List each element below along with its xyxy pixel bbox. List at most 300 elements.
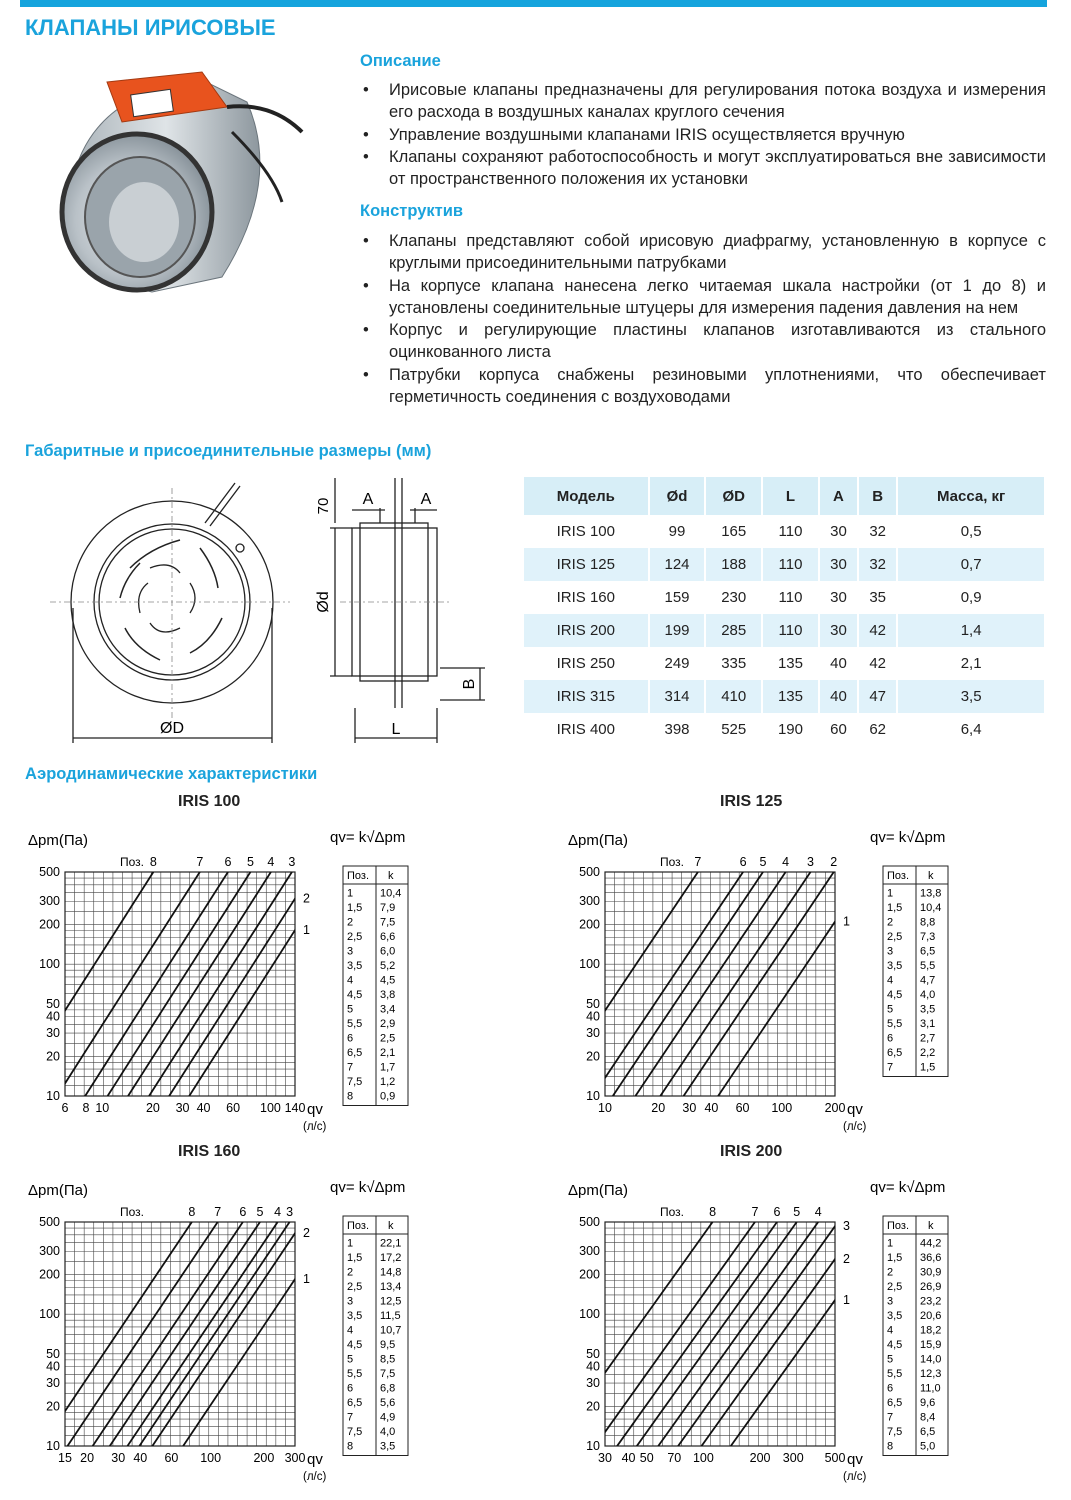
y-tick-label: 10: [46, 1439, 60, 1453]
x-tick-label: 70: [667, 1451, 682, 1465]
series-label: 3: [288, 855, 296, 869]
x-tick-label: 100: [200, 1451, 222, 1465]
k-table-k: 4,5: [380, 974, 396, 987]
k-table-k: 15,9: [920, 1339, 942, 1351]
k-table-k: 23,2: [920, 1295, 942, 1308]
k-table-pos: 3,5: [347, 960, 363, 972]
x-tick-label: 30: [111, 1451, 126, 1465]
y-tick-label: 10: [46, 1089, 60, 1103]
k-table-k: 14,0: [920, 1353, 942, 1366]
series-label: 1: [303, 1272, 310, 1287]
k-table-header: k: [928, 1220, 934, 1232]
table-cell: 314: [649, 680, 706, 713]
k-table-pos: 1: [887, 1237, 894, 1250]
k-table-k: 6,8: [380, 1382, 396, 1395]
x-tick-label: 10: [598, 1101, 612, 1115]
k-table-pos: 4,5: [887, 1339, 903, 1351]
table-cell: 3,5: [897, 680, 1045, 713]
table-row: [524, 515, 1045, 548]
flow-formula: qv= k√Δpm: [870, 1179, 946, 1196]
k-table-k: 5,6: [380, 1397, 396, 1409]
k-table-pos: 5,5: [347, 1018, 363, 1030]
x-axis-label: qv: [307, 1101, 323, 1118]
series-label: 7: [196, 855, 204, 869]
series-label: 2: [303, 1226, 310, 1241]
k-table-pos: 1: [887, 887, 894, 900]
x-axis-label: qv: [307, 1451, 323, 1468]
construction-heading: Конструктив: [360, 202, 464, 220]
chart-grid: [605, 1222, 835, 1446]
x-axis-unit: (л/с): [843, 1471, 867, 1483]
label-A-right: A: [420, 491, 432, 508]
k-table-k: 4,0: [920, 989, 936, 1001]
col-header: Модель: [524, 477, 649, 515]
aero-chart: [20, 820, 540, 1150]
table-cell: 135: [762, 647, 819, 680]
k-table-header: Поз.: [887, 870, 909, 882]
x-tick-label: 100: [260, 1101, 281, 1115]
label-L: L: [391, 721, 401, 738]
table-cell: 165: [705, 515, 762, 548]
k-table-k: 2,7: [920, 1032, 936, 1045]
aero-heading: Аэродинамические характеристики: [25, 765, 318, 783]
k-table-k: 22,1: [380, 1237, 402, 1250]
series-label: 5: [793, 1205, 801, 1219]
table-cell: 525: [705, 713, 762, 746]
chart-title: IRIS 160: [178, 1143, 241, 1160]
y-tick-label: 200: [579, 917, 600, 932]
x-axis-unit: (л/с): [303, 1121, 327, 1133]
k-table-pos: 7,5: [347, 1426, 363, 1438]
k-table-k: 17,2: [380, 1252, 402, 1264]
y-tick-label: 20: [586, 1399, 600, 1414]
description-item: • Клапаны сохраняют работоспособность и могут эксплуатироваться вне зависимости от пространственного положения их установки: [360, 146, 1046, 191]
k-table-k: 6,5: [920, 945, 936, 958]
y-tick-label: 50: [46, 1346, 60, 1361]
k-table-pos: 7: [347, 1411, 354, 1424]
series-label: 2: [830, 855, 838, 869]
k-table-k: 8,5: [380, 1353, 396, 1366]
k-table-pos: 7: [887, 1061, 894, 1074]
series-label: 4: [782, 855, 790, 869]
table-cell: 398: [649, 713, 706, 746]
series-label: 1: [303, 923, 310, 938]
table-row: [524, 614, 1045, 647]
table-row: [524, 548, 1045, 581]
series-label: 3: [807, 855, 814, 869]
y-tick-label: 40: [586, 1009, 600, 1024]
k-table-pos: 3,5: [887, 1310, 903, 1322]
table-cell: IRIS 250: [524, 647, 649, 680]
y-tick-label: 40: [586, 1359, 600, 1374]
k-table-pos: 7: [887, 1411, 894, 1424]
k-table-k: 14,8: [380, 1266, 402, 1279]
x-tick-label: 300: [782, 1451, 804, 1465]
table-cell: 99: [649, 515, 706, 548]
description-heading: Описание: [360, 52, 441, 70]
k-table-pos: 4,5: [347, 1339, 363, 1351]
k-table-pos: 4,5: [887, 989, 903, 1001]
series-label: 2: [843, 1252, 850, 1267]
table-cell: 135: [762, 680, 819, 713]
k-table: [883, 1216, 948, 1456]
k-table-pos: 1,5: [347, 902, 363, 914]
y-tick-label: 20: [586, 1049, 600, 1064]
k-table-pos: 1,5: [887, 1252, 903, 1264]
y-tick-label: 100: [579, 957, 600, 972]
series-label: 6: [739, 855, 747, 869]
k-table-pos: 6,5: [887, 1047, 903, 1059]
k-table-k: 1,5: [920, 1061, 936, 1074]
k-table-k: 13,8: [920, 887, 942, 900]
k-table-k: 2,5: [380, 1032, 396, 1045]
series-label: 6: [224, 855, 232, 869]
table-cell: 32: [858, 515, 897, 548]
table-cell: 0,7: [897, 548, 1045, 581]
description-item: • Ирисовые клапаны предназначены для регулирования потока воздуха и измерения его расхода в воздушных каналах круглого сечения: [360, 79, 1046, 124]
y-tick-label: 30: [586, 1026, 600, 1041]
y-tick-label: 300: [579, 894, 600, 909]
y-axis-label: Δpm(Па): [28, 1182, 88, 1199]
y-tick-label: 500: [39, 865, 60, 879]
y-axis-label: Δpm(Па): [28, 832, 88, 849]
table-cell: IRIS 200: [524, 614, 649, 647]
chart-grid: [65, 1222, 295, 1446]
k-table-pos: 6,5: [347, 1047, 363, 1059]
y-tick-label: 500: [39, 1215, 60, 1229]
x-tick-label: 6: [61, 1101, 69, 1115]
k-table-pos: 6,5: [347, 1397, 363, 1409]
table-cell: 42: [858, 647, 897, 680]
k-table-k: 10,4: [380, 887, 402, 900]
table-cell: 40: [819, 680, 858, 713]
y-tick-label: 30: [46, 1376, 60, 1391]
chart-title: IRIS 125: [720, 793, 783, 810]
series-label: 3: [843, 1219, 850, 1234]
construction-item: • Корпус и регулирующие пластины клапанов изготавливаются из стального оцинкованного листа: [360, 319, 1046, 364]
table-cell: 110: [762, 515, 819, 548]
k-table-pos: 3,5: [347, 1310, 363, 1322]
k-table-pos: 6: [347, 1382, 354, 1395]
y-tick-label: 200: [579, 1267, 600, 1282]
table-cell: 35: [858, 581, 897, 614]
k-table-k: 26,9: [920, 1281, 942, 1293]
table-cell: 124: [649, 548, 706, 581]
y-tick-label: 300: [39, 1244, 60, 1259]
k-table-k: 5,2: [380, 960, 396, 972]
series-label: 3: [286, 1205, 294, 1219]
y-tick-label: 300: [579, 1244, 600, 1259]
flow-formula: qv= k√Δpm: [870, 829, 946, 846]
k-table-k: 3,5: [380, 1440, 396, 1453]
flow-formula: qv= k√Δpm: [330, 1179, 406, 1196]
k-table-pos: 1: [347, 887, 354, 900]
col-header: B: [858, 477, 897, 515]
table-header-row: [524, 477, 1045, 515]
y-tick-label: 10: [586, 1089, 600, 1103]
y-tick-label: 500: [579, 1215, 600, 1229]
k-table-pos: 2,5: [887, 1281, 903, 1293]
series-label: 7: [751, 1205, 759, 1219]
table-cell: 285: [705, 614, 762, 647]
x-axis-label: qv: [847, 1101, 863, 1118]
y-tick-label: 20: [46, 1049, 60, 1064]
k-table-k: 30,9: [920, 1266, 942, 1279]
table-cell: 0,5: [897, 515, 1045, 548]
k-table-pos: 1,5: [347, 1252, 363, 1264]
k-table-k: 8,8: [920, 916, 936, 929]
page-title: КЛАПАНЫ ИРИСОВЫЕ: [25, 15, 276, 40]
x-tick-label: 20: [145, 1101, 160, 1115]
k-table-header: Поз.: [887, 1220, 909, 1232]
table-cell: 30: [819, 515, 858, 548]
y-tick-label: 200: [39, 1267, 60, 1282]
dimensions-table: [524, 477, 1046, 746]
k-table: [343, 866, 408, 1106]
col-header: L: [762, 477, 819, 515]
k-table-k: 9,5: [380, 1339, 396, 1351]
x-tick-label: 100: [771, 1101, 793, 1115]
table-cell: IRIS 100: [524, 515, 649, 548]
k-table-pos: 2,5: [347, 1281, 363, 1293]
k-table-pos: 7: [347, 1061, 354, 1074]
table-cell: 32: [858, 548, 897, 581]
description-list: [360, 79, 1046, 190]
x-tick-label: 40: [621, 1451, 636, 1465]
table-cell: 410: [705, 680, 762, 713]
x-axis-unit: (л/с): [303, 1471, 327, 1483]
k-table-pos: 5: [887, 1003, 894, 1016]
k-table-k: 7,3: [920, 931, 936, 943]
col-header: Ød: [649, 477, 706, 515]
x-tick-label: 20: [651, 1101, 666, 1115]
x-tick-label: 140: [284, 1101, 306, 1115]
k-table-pos: 3: [347, 945, 354, 958]
construction-list: [360, 230, 1046, 408]
x-tick-label: 100: [692, 1451, 714, 1465]
table-row: [524, 713, 1045, 746]
x-tick-label: 50: [639, 1451, 654, 1465]
k-table-k: 7,5: [380, 916, 396, 929]
k-table-k: 3,8: [380, 989, 396, 1001]
construction-item: • Клапаны представляют собой ирисовую диафрагму, установленную в корпусе с круглыми присоединительными патрубками: [360, 230, 1046, 275]
k-table-pos: 5: [887, 1353, 894, 1366]
table-cell: 335: [705, 647, 762, 680]
label-A-left: A: [362, 491, 374, 508]
series-label: 5: [759, 855, 767, 869]
description-item: • Управление воздушными клапанами IRIS осуществляется вручную: [360, 124, 1046, 146]
k-table-k: 3,4: [380, 1003, 396, 1016]
x-tick-label: 10: [95, 1101, 110, 1115]
y-axis-label: Δpm(Па): [568, 1182, 628, 1199]
y-tick-label: 30: [46, 1026, 60, 1041]
table-cell: 47: [858, 680, 897, 713]
x-axis-unit: (л/с): [843, 1121, 867, 1133]
y-tick-label: 10: [586, 1439, 600, 1453]
k-table-k: 11,5: [380, 1310, 401, 1322]
k-table-k: 4,0: [380, 1426, 396, 1438]
k-table-pos: 2: [887, 916, 894, 929]
construction-item: • На корпусе клапана нанесена легко читаемая шкала настройки (от 1 до 8) и установлены соединительные штуцеры для измерения падения давления на нем: [360, 275, 1046, 320]
aero-chart: [560, 820, 1071, 1150]
k-table-pos: 5: [347, 1353, 354, 1366]
k-table-k: 7,5: [380, 1368, 396, 1380]
series-label: 7: [214, 1205, 222, 1219]
k-table: [883, 866, 948, 1077]
x-tick-label: 200: [824, 1101, 846, 1115]
series-label: 7: [694, 855, 702, 869]
x-tick-label: 60: [226, 1101, 241, 1115]
dimension-drawing: [40, 468, 510, 758]
k-table-pos: 2,5: [887, 931, 903, 943]
table-cell: IRIS 400: [524, 713, 649, 746]
k-table-k: 20,6: [920, 1310, 942, 1322]
y-tick-label: 50: [586, 996, 600, 1011]
k-table-pos: 6: [887, 1382, 894, 1395]
position-label: Поз.: [660, 1205, 684, 1219]
x-tick-label: 30: [682, 1101, 697, 1115]
k-table-pos: 2: [347, 1266, 354, 1279]
k-table-k: 2,9: [380, 1018, 396, 1030]
k-table-k: 1,2: [380, 1076, 396, 1088]
chart-title: IRIS 100: [178, 793, 241, 810]
table-row: [524, 581, 1045, 614]
k-table-k: 9,6: [920, 1397, 936, 1409]
series-label: 5: [256, 1205, 264, 1219]
table-cell: 230: [705, 581, 762, 614]
y-tick-label: 200: [39, 917, 60, 932]
k-table-pos: 5,5: [887, 1368, 903, 1380]
x-tick-label: 30: [598, 1451, 612, 1465]
table-cell: IRIS 160: [524, 581, 649, 614]
k-table-pos: 5,5: [347, 1368, 363, 1380]
k-table-k: 3,5: [920, 1003, 936, 1016]
k-table-pos: 8: [887, 1440, 894, 1453]
table-cell: 249: [649, 647, 706, 680]
y-tick-label: 30: [586, 1376, 600, 1391]
x-tick-label: 30: [175, 1101, 190, 1115]
x-tick-label: 500: [824, 1451, 846, 1465]
series-label: 1: [843, 914, 850, 929]
y-tick-label: 40: [46, 1009, 60, 1024]
y-tick-label: 50: [586, 1346, 600, 1361]
y-tick-label: 100: [39, 1307, 60, 1322]
label-B: B: [461, 678, 478, 690]
table-cell: 30: [819, 581, 858, 614]
table-cell: 2,1: [897, 647, 1045, 680]
series-label: 4: [274, 1205, 282, 1219]
dimensions-heading: Габаритные и присоединительные размеры (мм): [25, 442, 432, 460]
k-table-pos: 3,5: [887, 960, 903, 972]
k-table-pos: 3: [347, 1295, 354, 1308]
k-table-header: k: [388, 1220, 394, 1232]
table-cell: IRIS 125: [524, 548, 649, 581]
x-tick-label: 20: [80, 1451, 95, 1465]
k-table-k: 8,4: [920, 1411, 936, 1424]
position-label: Поз.: [660, 855, 684, 869]
k-table-k: 1,7: [380, 1061, 396, 1074]
k-table-header: Поз.: [347, 870, 369, 882]
series-label: 5: [246, 855, 254, 869]
k-table-k: 44,2: [920, 1237, 942, 1250]
k-table-pos: 2: [347, 916, 354, 929]
k-table-pos: 6: [887, 1032, 894, 1045]
col-header: Масса, кг: [897, 477, 1045, 515]
k-table-k: 18,2: [920, 1324, 942, 1337]
k-table-k: 12,5: [380, 1295, 402, 1308]
series-label: 4: [814, 1205, 822, 1219]
k-table-header: k: [928, 870, 934, 882]
table-cell: 6,4: [897, 713, 1045, 746]
label-D: ØD: [160, 720, 184, 737]
k-table-k: 0,9: [380, 1090, 396, 1103]
series-label: 8: [188, 1205, 196, 1219]
k-table-k: 7,9: [380, 902, 396, 914]
k-table-pos: 4,5: [347, 989, 363, 1001]
series-label: 1: [843, 1293, 850, 1308]
k-table-pos: 7,5: [347, 1076, 363, 1088]
k-table-k: 13,4: [380, 1281, 402, 1293]
k-table-pos: 8: [347, 1440, 354, 1453]
k-table-pos: 8: [347, 1090, 354, 1103]
k-table-k: 2,1: [380, 1047, 396, 1059]
x-tick-label: 200: [749, 1451, 771, 1465]
table-cell: 110: [762, 581, 819, 614]
y-tick-label: 100: [39, 957, 60, 972]
k-table-k: 4,9: [380, 1411, 396, 1424]
position-label: Поз.: [120, 855, 144, 869]
k-table-k: 12,3: [920, 1368, 942, 1380]
k-table-pos: 4: [887, 974, 894, 987]
table-cell: 110: [762, 548, 819, 581]
col-header: A: [819, 477, 858, 515]
k-table-header: Поз.: [347, 1220, 369, 1232]
table-cell: 30: [819, 614, 858, 647]
x-tick-label: 40: [704, 1101, 719, 1115]
x-tick-label: 60: [164, 1451, 179, 1465]
k-table-k: 5,0: [920, 1440, 936, 1453]
x-axis-label: qv: [847, 1451, 863, 1468]
table-cell: 40: [819, 647, 858, 680]
y-tick-label: 20: [46, 1399, 60, 1414]
table-cell: IRIS 315: [524, 680, 649, 713]
y-tick-label: 50: [46, 996, 60, 1011]
k-table-pos: 5: [347, 1003, 354, 1016]
chart-title: IRIS 200: [720, 1143, 783, 1160]
x-tick-label: 200: [253, 1451, 275, 1465]
table-cell: 42: [858, 614, 897, 647]
k-table-pos: 6,5: [887, 1397, 903, 1409]
position-label: Поз.: [120, 1205, 144, 1219]
y-axis-label: Δpm(Па): [568, 832, 628, 849]
k-table-pos: 2,5: [347, 931, 363, 943]
k-table-pos: 1: [347, 1237, 354, 1250]
table-cell: 62: [858, 713, 897, 746]
table-cell: 199: [649, 614, 706, 647]
k-table-k: 6,5: [920, 1426, 936, 1438]
k-table-pos: 1,5: [887, 902, 903, 914]
y-tick-label: 500: [579, 865, 600, 879]
aero-chart: [20, 1170, 540, 1500]
k-table-pos: 3: [887, 945, 894, 958]
table-cell: 190: [762, 713, 819, 746]
k-table-pos: 7,5: [887, 1426, 903, 1438]
k-table-header: k: [388, 870, 394, 882]
series-label: 6: [773, 1205, 781, 1219]
k-table: [343, 1216, 408, 1456]
k-table-pos: 4: [347, 1324, 354, 1337]
table-cell: 159: [649, 581, 706, 614]
